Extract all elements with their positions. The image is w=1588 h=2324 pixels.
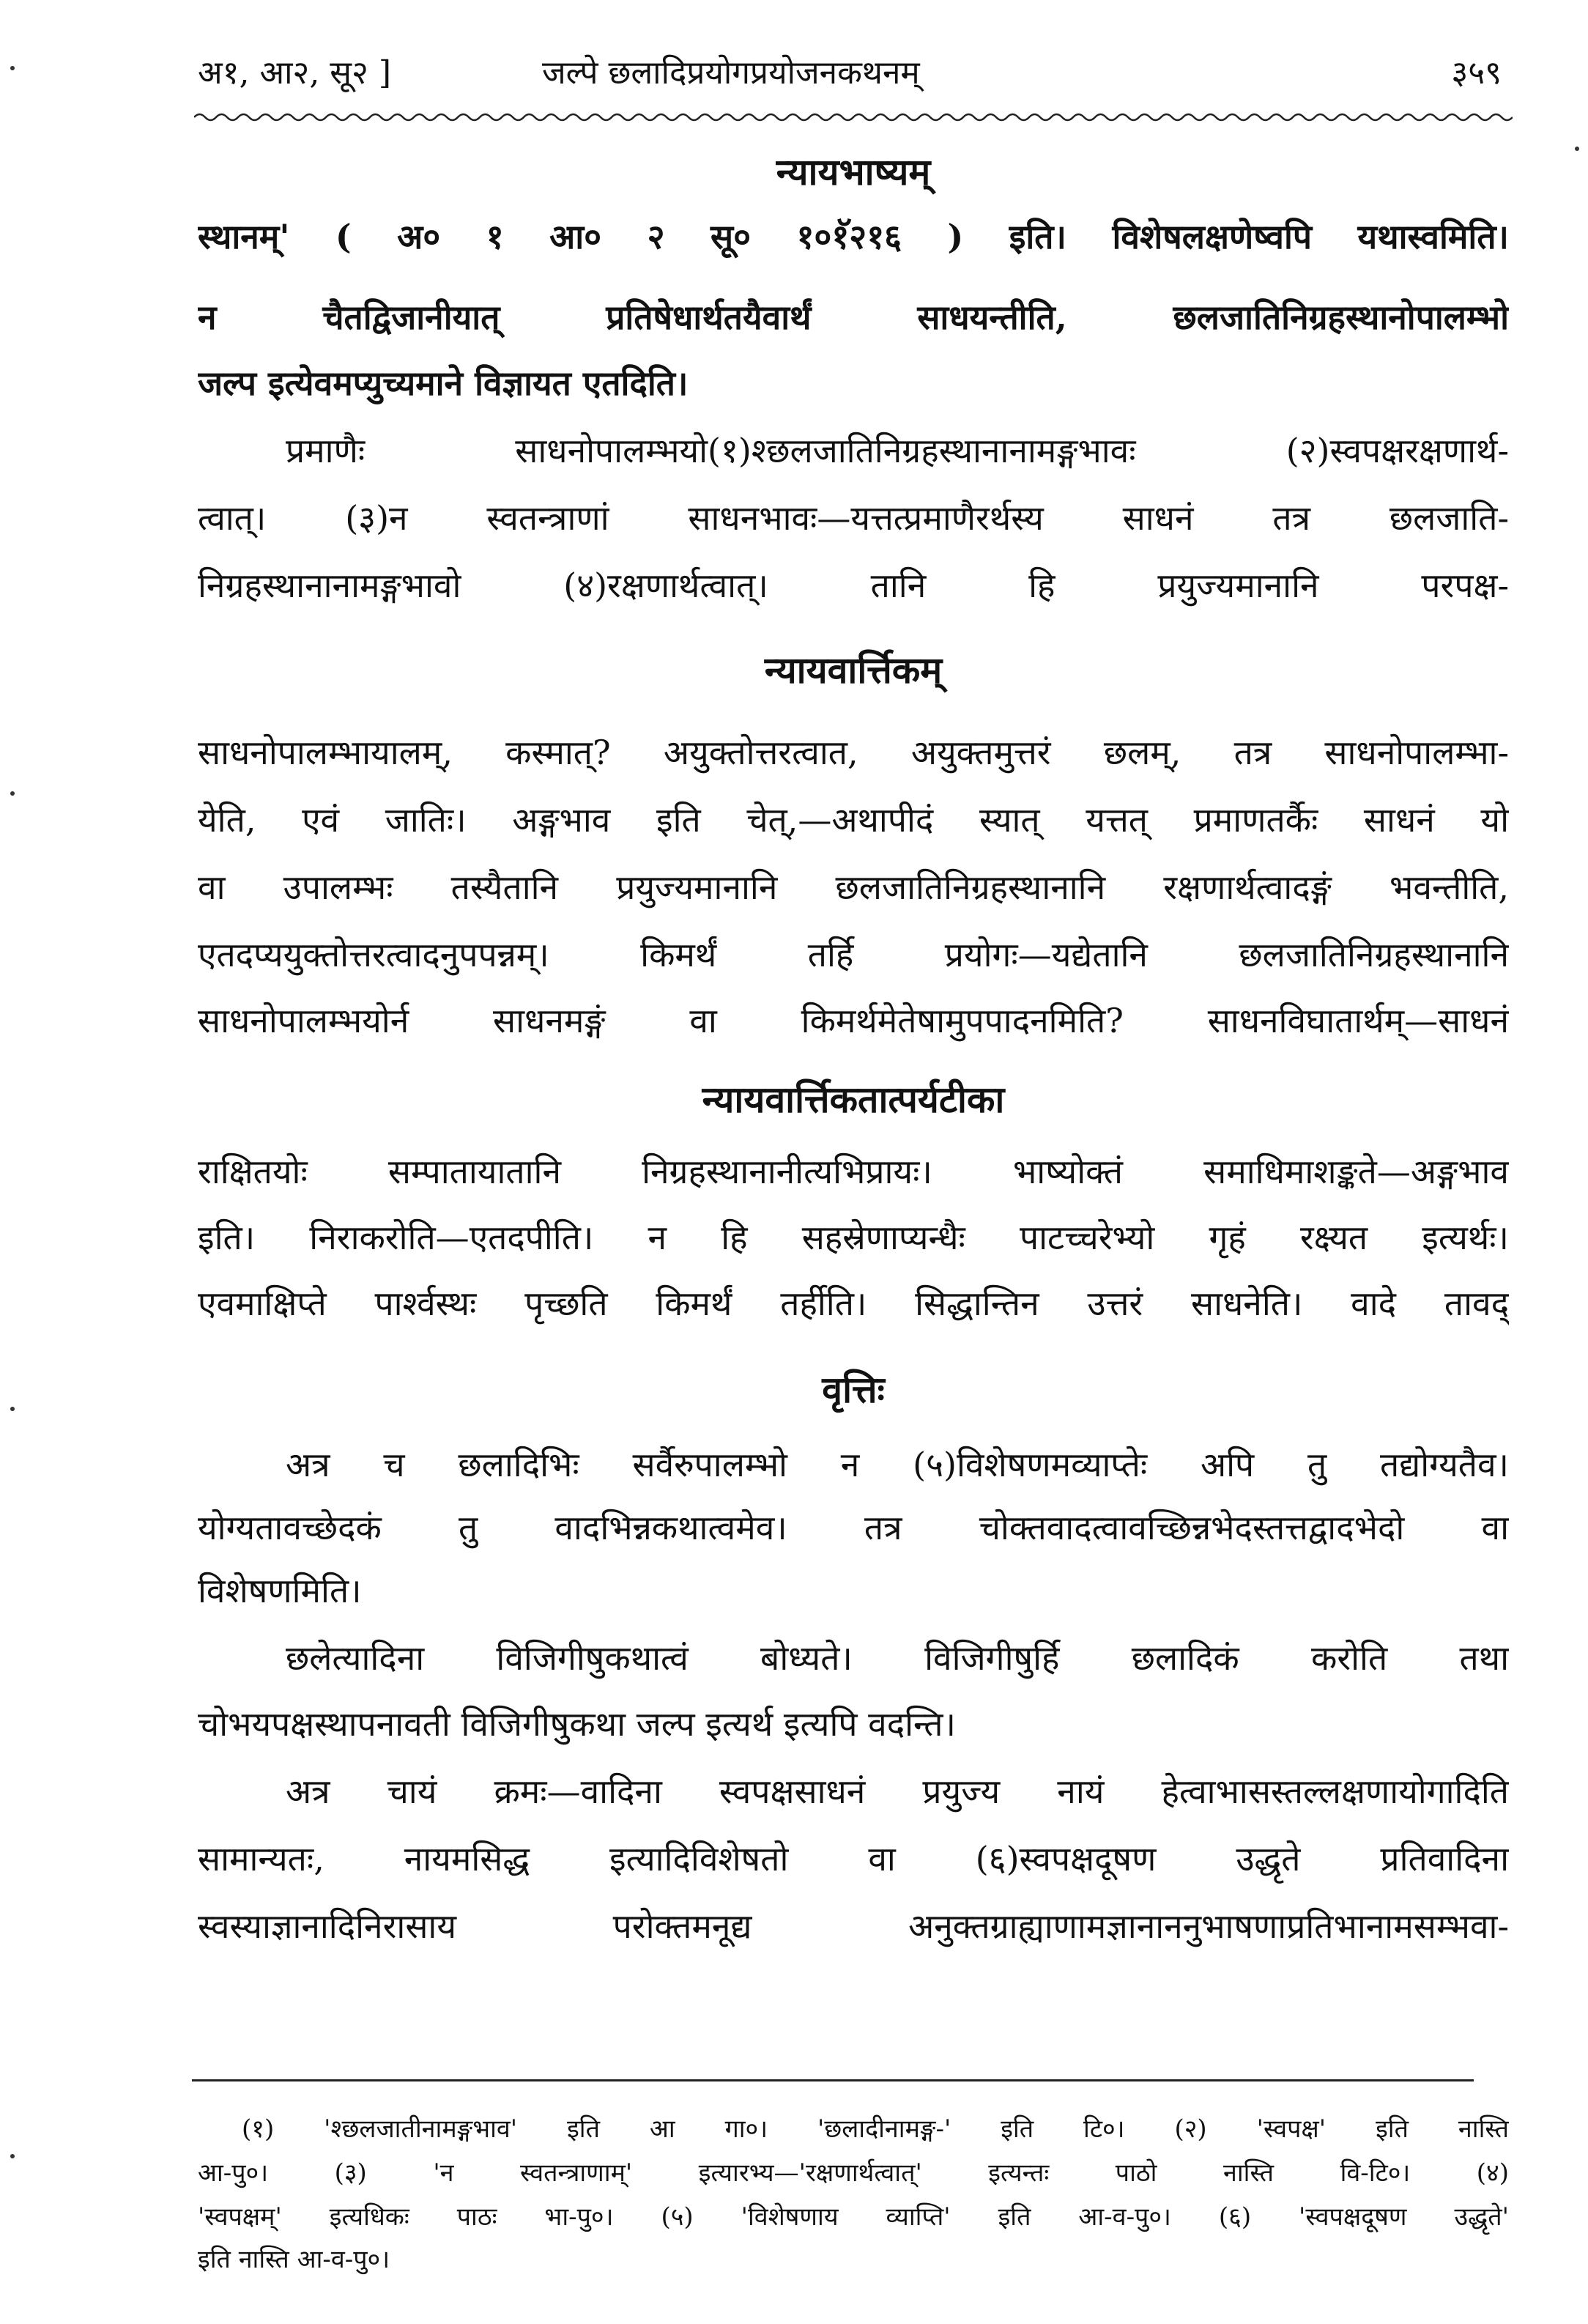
vritti-line-8: स्वस्याज्ञानादिनिरासाय परोक्तमनूद्य अनुक्तग्राह्याणामज्ञानाननुभाषणाप्रतिभानामसम्भवा-: [198, 1906, 1509, 1946]
varttika-line-2: येति, एवं जातिः। अङ्गभाव इति चेत्,—अथापीदं स्यात् यत्तत् प्रमाणतर्कैः साधनं यो: [198, 800, 1509, 840]
vritti-line-4: छलेत्यादिना विजिगीषुकथात्वं बोध्यते। विजिगीषुर्हि छलादिकं करोति तथा: [286, 1638, 1509, 1678]
heading-tatparyatika: न्यायवार्त्तिकतात्पर्यटीका: [702, 1078, 1005, 1121]
tika-line-2: इति। निराकरोति—एतदपीति। न हि सहस्रेणाप्यन्धैः पाटच्चरेभ्यो गृहं रक्ष्यत इत्यर्थः।: [198, 1218, 1509, 1257]
vritti-line-6: अत्र चायं क्रमः—वादिना स्वपक्षसाधनं प्रयुज्य नायं हेत्वाभासस्तल्लक्षणायोगादिति: [286, 1772, 1509, 1811]
bhashya-line-4: प्रमाणैः साधनोपालम्भयो(१)श्छलजातिनिग्रहस्थानानामङ्गभावः (२)स्वपक्षरक्षणार्थ-: [286, 431, 1509, 470]
margin-speck: [10, 66, 15, 70]
page-number: ३५९: [1451, 54, 1502, 92]
bhashya-line-6: निग्रहस्थानानामङ्गभावो (४)रक्षणार्थत्वात्। तानि हि प्रयुज्यमानानि परपक्ष-: [198, 566, 1509, 605]
footnote-rule: [192, 2079, 1474, 2081]
varttika-line-1: साधनोपालम्भायालम्, कस्मात्? अयुक्तोत्तरत्वात, अयुक्तमुत्तरं छलम्, तत्र साधनोपालम्भा-: [198, 733, 1509, 772]
bhashya-line-3: जल्प इत्येवमप्युच्यमाने विज्ञायत एतदिति।: [198, 363, 689, 403]
vritti-line-1: अत्र च छलादिभिः सर्वैरुपालम्भो न (५)विशेषणमव्याप्तेः अपि तु तद्योग्यतैव।: [286, 1445, 1509, 1484]
varttika-line-5: साधनोपालम्भयोर्न साधनमङ्गं वा किमर्थमेतेषामुपपादनमिति? साधनविघातार्थम्—साधनं: [198, 1001, 1509, 1040]
bhashya-line-5: त्वात्। (३)न स्वतन्त्राणां साधनभावः—यत्तत्प्रमाणैरर्थस्य साधनं तत्र छलजाति-: [198, 498, 1509, 538]
bhashya-line-2: न चैतद्विजानीयात् प्रतिषेधार्थतयैवार्थं साधयन्तीति, छलजातिनिग्रहस्थानोपालम्भो: [198, 297, 1509, 337]
vritti-line-5: चोभयपक्षस्थापनावती विजिगीषुकथा जल्प इत्यर्थ इत्यपि वदन्ति।: [198, 1704, 956, 1744]
footnote-line-2: आ-पु०। (३) 'न स्वतन्त्राणाम्' इत्यारभ्य—'रक्षणार्थत्वात्' इत्यन्तः पाठो नास्ति वि-टि०। (४): [198, 2158, 1509, 2188]
margin-speck: [10, 791, 15, 796]
vritti-line-2: योग्यतावच्छेदकं तु वादभिन्नकथात्वमेव। तत्र चोक्तवादत्वावच्छिन्नभेदस्तत्तद्वादभेदो वा: [198, 1508, 1509, 1547]
tika-line-1: राक्षितयोः सम्पातायातानि निग्रहस्थानानीत्यभिप्रायः। भाष्योक्तं समाधिमाशङ्कते—अङ्गभाव: [198, 1152, 1509, 1191]
margin-speck: [10, 2154, 15, 2158]
bhashya-line-1: स्थानम्' ( अ० १ आ० २ सू० १०१ॅ२१६ ) इति। विशेषलक्षणेष्वपि यथास्वमिति।: [198, 217, 1509, 256]
margin-speck: [10, 1407, 15, 1411]
varttika-line-4: एतदप्ययुक्तोत्तरत्वादनुपपन्नम्। किमर्थं तर्हि प्रयोगः—यद्येतानि छलजातिनिग्रहस्थानानि: [198, 935, 1509, 974]
heading-nyayavarttika: न्यायवार्त्तिकम्: [764, 648, 943, 692]
heading-vritti: वृत्तिः: [822, 1368, 885, 1411]
vritti-line-7: सामान्यतः, नायमसिद्ध इत्यादिविशेषतो वा (६)स्वपक्षदूषण उद्धृते प्रतिवादिना: [198, 1839, 1509, 1879]
running-head-section-ref: अ१, आ२, सू२ ]: [198, 54, 392, 92]
footnote-line-1: (१) 'श्छलजातीनामङ्गभाव' इति आ गा०। 'छलादीनामङ्ग-' इति टि०। (२) 'स्वपक्ष' इति नास्ति: [242, 2114, 1509, 2144]
running-head: [198, 44, 1509, 103]
wavy-header-rule: [194, 110, 1513, 125]
vritti-line-3: विशेषणमिति।: [198, 1571, 362, 1610]
tika-line-3: एवमाक्षिप्ते पार्श्वस्थः पृच्छति किमर्थं तर्हीति। सिद्धान्तिन उत्तरं साधनेति। वादे तावद्: [198, 1284, 1509, 1323]
footnote-line-4: इति नास्ति आ-व-पु०।: [198, 2245, 390, 2274]
footnote-line-3: 'स्वपक्षम्' इत्यधिकः पाठः भा-पु०। (५) 'विशेषणाय व्याप्ति' इति आ-व-पु०। (६) 'स्वपक्षदूषण उद्धृते': [198, 2202, 1509, 2232]
margin-speck: [1575, 147, 1579, 151]
running-head-title: जल्पे छलादिप्रयोगप्रयोजनकथनम्: [542, 54, 920, 92]
varttika-line-3: वा उपालम्भः तस्यैतानि प्रयुज्यमानानि छलजातिनिग्रहस्थानानि रक्षणार्थत्वादङ्गं भवन्तीति,: [198, 867, 1509, 907]
heading-nyayabhashya: न्यायभाष्यम्: [776, 150, 931, 193]
